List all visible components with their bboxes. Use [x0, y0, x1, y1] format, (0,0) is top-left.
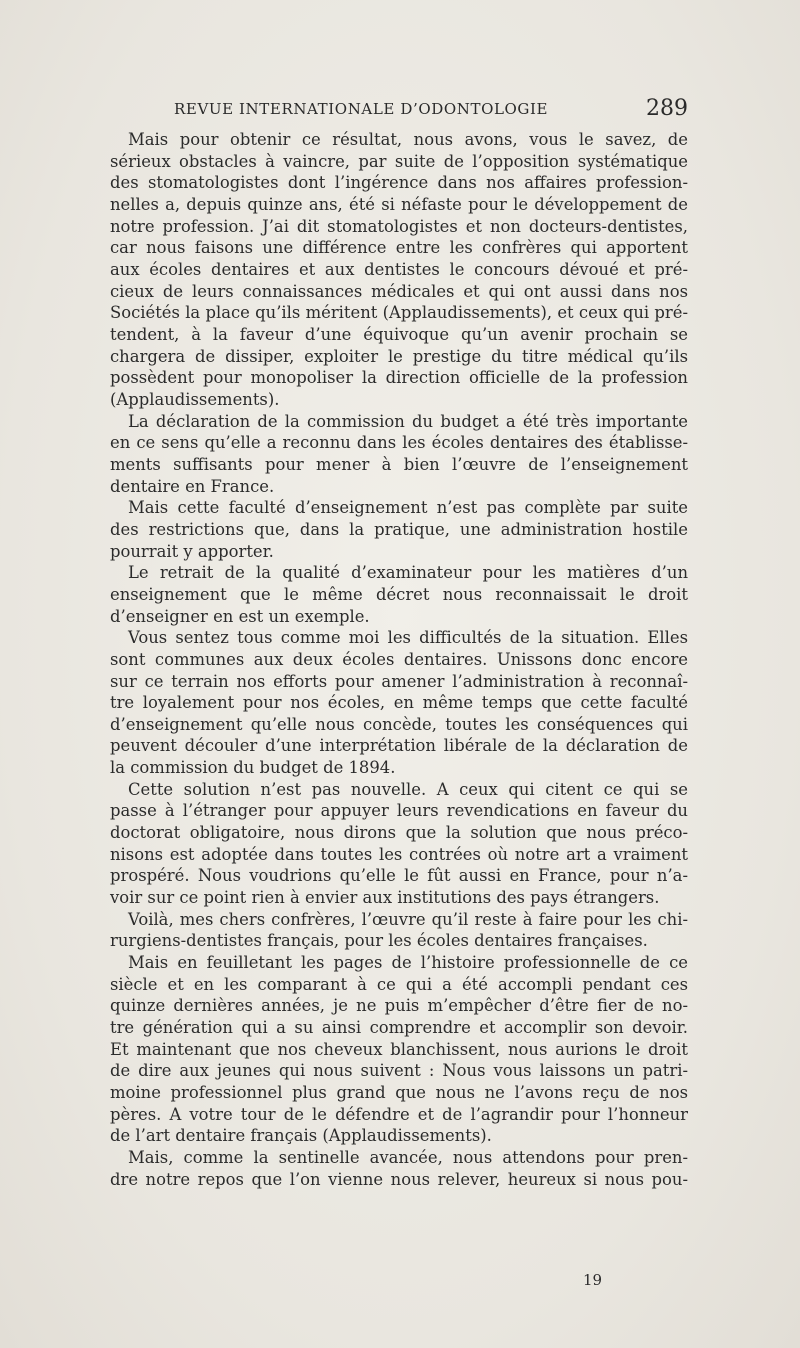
text-line: nelles a, depuis quinze ans, été si néfaste pour le développement de: [110, 194, 688, 214]
text-line: car nous faisons une différence entre les confrères qui apportent: [110, 238, 688, 258]
text-line: Mais en feuilletant les pages de l’histoire professionnelle de ce: [128, 953, 688, 973]
text-line: cieux de leurs connaissances médicales et qui ont aussi dans nos: [110, 281, 688, 301]
text-line: pères. A votre tour de le défendre et de l’agrandir pour l’honneur: [110, 1104, 688, 1124]
text-line: dentaire en France.: [110, 476, 275, 496]
text-line: moine professionnel plus grand que nous ne l’avons reçu de nos: [110, 1083, 688, 1103]
text-line: prospéré. Nous voudrions qu’elle le fût aussi en France, pour n’a-: [110, 866, 688, 886]
text-line: Mais, comme la sentinelle avancée, nous attendons pour pren-: [128, 1148, 688, 1168]
text-line: ments suffisants pour mener à bien l’œuvre de l’enseignement: [110, 454, 688, 474]
text-line: d’enseignement qu’elle nous concède, toutes les conséquences qui: [110, 714, 688, 734]
text-line: d’enseigner en est un exemple.: [110, 606, 370, 626]
text-line: tendent, à la faveur d’une équivoque qu’un avenir prochain se: [110, 324, 688, 344]
text-line: tre génération qui a su ainsi comprendre et accomplir son devoir.: [110, 1018, 688, 1038]
text-line: enseignement que le même décret nous reconnaissait le droit: [110, 584, 688, 604]
text-line: la commission du budget de 1894.: [110, 758, 396, 778]
text-line: chargera de dissiper, exploiter le prestige du titre médical qu’ils: [110, 346, 688, 366]
text-line: Mais pour obtenir ce résultat, nous avons, vous le savez, de: [128, 130, 688, 149]
text-line: des stomatologistes dont l’ingérence dans nos affaires profession-: [110, 173, 688, 193]
text-line: possèdent pour monopoliser la direction officielle de la profession: [110, 368, 688, 388]
text-line: pourrait y apporter.: [110, 541, 274, 561]
page-number: 289: [646, 96, 688, 121]
text-line: (Applaudissements).: [110, 389, 280, 409]
text-line: Et maintenant que nos cheveux blanchissent, nous aurions le droit: [110, 1039, 688, 1059]
text-line: Mais cette faculté d’enseignement n’est pas complète par suite: [128, 498, 688, 518]
text-line: de dire aux jeunes qui nous suivent : Nous vous laissons un patri-: [110, 1061, 688, 1081]
text-line: La déclaration de la commission du budget a été très importante: [128, 411, 688, 431]
text-line: des restrictions que, dans la pratique, une administration hostile: [110, 519, 688, 539]
text-line: en ce sens qu’elle a reconnu dans les écoles dentaires des établisse-: [110, 433, 688, 453]
text-line: sur ce terrain nos efforts pour amener l’administration à reconnaî-: [110, 671, 688, 691]
text-line: quinze dernières années, je ne puis m’empêcher d’être fier de no-: [110, 996, 688, 1016]
text-line: nisons est adoptée dans toutes les contrées où notre art a vraiment: [110, 844, 688, 864]
text-line: dre notre repos que l’on vienne nous relever, heureux si nous pou-: [110, 1169, 688, 1189]
text-line: peuvent découler d’une interprétation libérale de la déclaration de: [110, 736, 688, 756]
text-line: aux écoles dentaires et aux dentistes le concours dévoué et pré-: [110, 259, 688, 279]
text-line: notre profession. J’ai dit stomatologistes et non docteurs-dentistes,: [110, 216, 688, 236]
text-line: passe à l’étranger pour appuyer leurs revendications en faveur du: [110, 801, 688, 821]
text-line: siècle et en les comparant à ce qui a été accompli pendant ces: [110, 974, 688, 994]
running-title: REVUE INTERNATIONALE D’ODONTOLOGIE: [174, 100, 549, 118]
text-line: tre loyalement pour nos écoles, en même temps que cette faculté: [110, 693, 688, 713]
page-header: [110, 96, 688, 124]
text-line: Vous sentez tous comme moi les difficultés de la situation. Elles: [128, 628, 688, 648]
text-line: voir sur ce point rien à envier aux institutions des pays étrangers.: [110, 888, 660, 908]
signature-mark: 19: [583, 1271, 603, 1289]
text-line: Sociétés la place qu’ils méritent (Applaudissements), et ceux qui pré-: [110, 303, 688, 323]
text-line: doctorat obligatoire, nous dirons que la solution que nous préco-: [110, 823, 688, 843]
text-line: Voilà, mes chers confrères, l’œuvre qu’il reste à faire pour les chi-: [128, 909, 688, 929]
text-line: Cette solution n’est pas nouvelle. A ceux qui citent ce qui se: [128, 779, 688, 799]
text-line: rurgiens-dentistes français, pour les écoles dentaires françaises.: [110, 931, 648, 951]
text-line: sont communes aux deux écoles dentaires. Unissons donc encore: [110, 649, 688, 669]
text-line: sérieux obstacles à vaincre, par suite de l’opposition systématique: [110, 151, 688, 171]
text-line: Le retrait de la qualité d’examinateur pour les matières d’un: [128, 563, 688, 583]
text-line: de l’art dentaire français (Applaudissements).: [110, 1126, 492, 1146]
